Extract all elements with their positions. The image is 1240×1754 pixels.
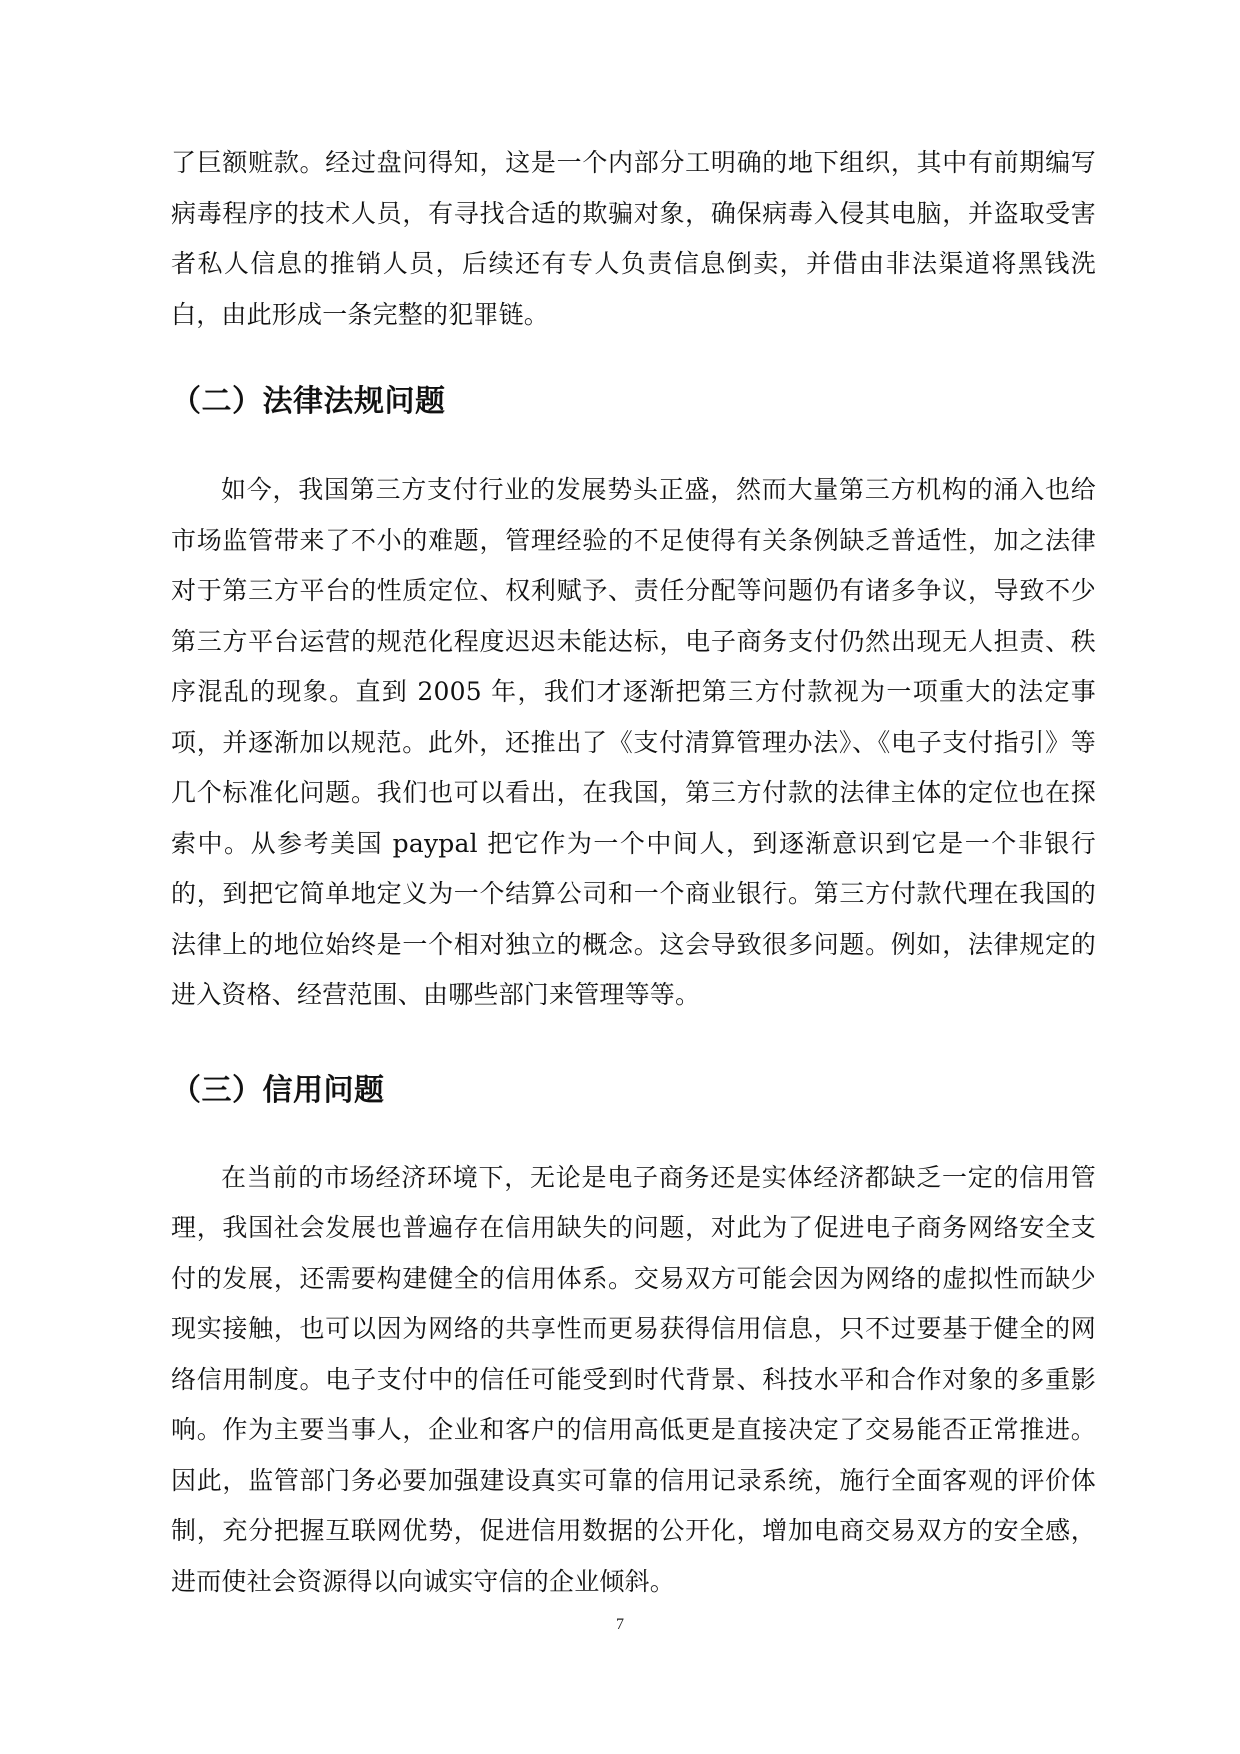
section-heading-legal-issues: （二）法律法规问题 bbox=[171, 384, 446, 419]
page-body bbox=[171, 138, 1096, 1607]
paragraph-continuation: 了巨额赃款。经过盘问得知，这是一个内部分工明确的地下组织，其中有前期编写病毒程序的技术人员，有寻找合适的欺骗对象，确保病毒入侵其电脑，并盗取受害者私人信息的推销人员，后续还有专人负责信息倒卖，并借由非法渠道将黑钱洗白，由此形成一条完整的犯罪链。 bbox=[171, 148, 1096, 329]
paragraph-legal-issues: 如今，我国第三方支付行业的发展势头正盛，然而大量第三方机构的涌入也给市场监管带来了不小的难题，管理经验的不足使得有关条例缺乏普适性，加之法律对于第三方平台的性质定位、权利赋予、责任分配等问题仍有诸多争议，导致不少第三方平台运营的规范化程度迟迟未能达标，电子商务支付仍然出现无人担责、秩序混乱的现象。直到 2005 年，我们才逐渐把第三方付款视为一项重大的法定事项，并逐渐加以规范。此外，还推出了《支付清算管理办法》、《电子支付指引》等几个标准化问题。我们也可以看出，在我国，第三方付款的法律主体的定位也在探索中。从参考美国 paypal 把它作为一个中间人，到逐渐意识到它是一个非银行的，到把它简单地定义为一个结算公司和一个商业银行。第三方付款代理在我国的法律上的地位始终是一个相对独立的概念。这会导致很多问题。例如，法律规定的进入资格、经营范围、由哪些部门来管理等等。 bbox=[171, 475, 1096, 1009]
page-number: 7 bbox=[616, 1616, 624, 1633]
section-heading-credit-issues: （三）信用问题 bbox=[171, 1072, 385, 1108]
paragraph-credit-issues: 在当前的市场经济环境下，无论是电子商务还是实体经济都缺乏一定的信用管理，我国社会发展也普遍存在信用缺失的问题，对此为了促进电子商务网络安全支付的发展，还需要构建健全的信用体系。交易双方可能会因为网络的虚拟性而缺少现实接触，也可以因为网络的共享性而更易获得信用信息，只不过要基于健全的网络信用制度。电子支付中的信任可能受到时代背景、科技水平和合作对象的多重影响。作为主要当事人，企业和客户的信用高低更是直接决定了交易能否正常推进。因此，监管部门务必要加强建设真实可靠的信用记录系统，施行全面客观的评价体制，充分把握互联网优势，促进信用数据的公开化，增加电商交易双方的安全感，进而使社会资源得以向诚实守信的企业倾斜。 bbox=[171, 1162, 1096, 1596]
